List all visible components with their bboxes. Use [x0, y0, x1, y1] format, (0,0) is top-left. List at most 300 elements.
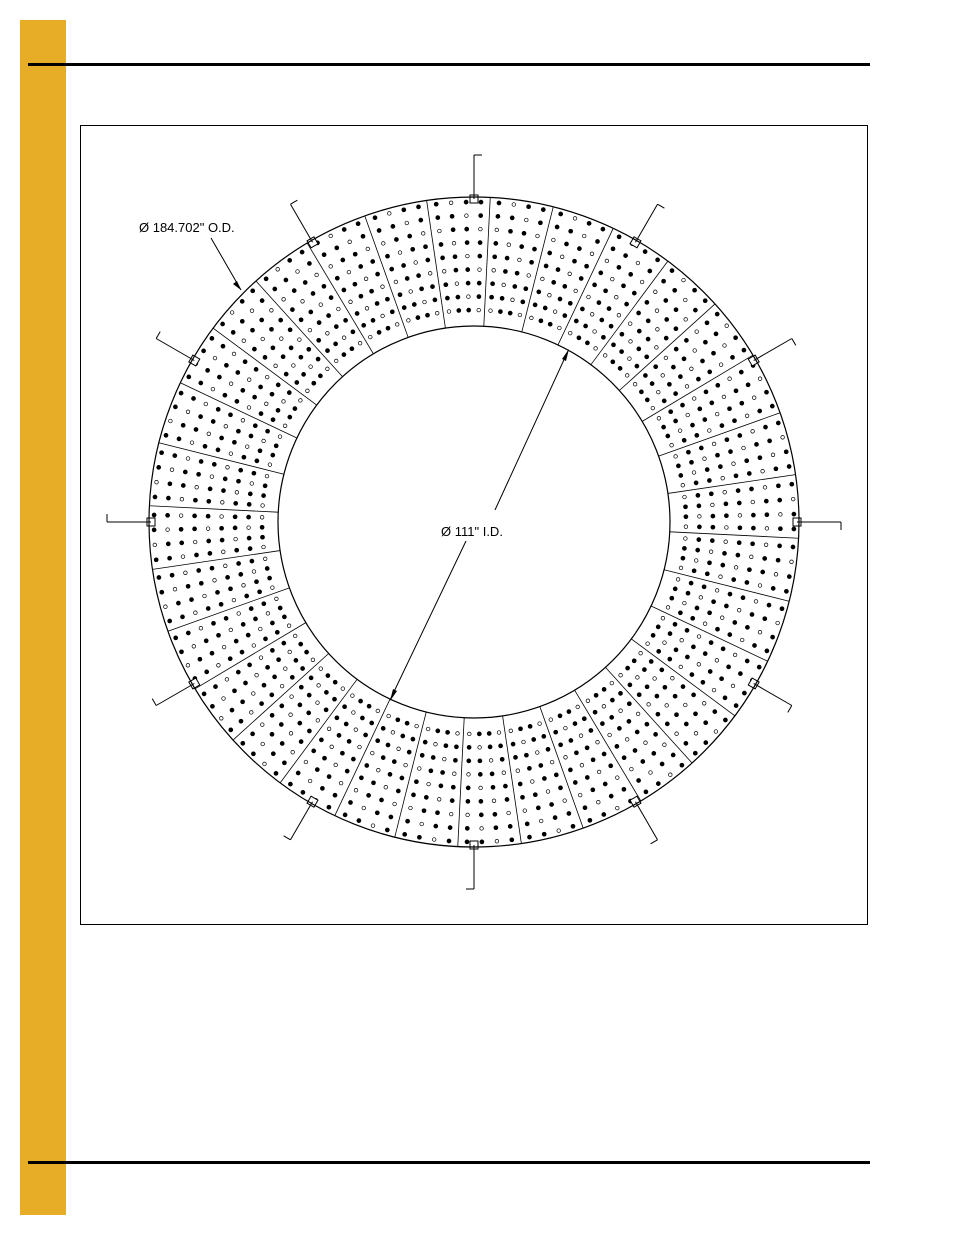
perforation-hole [241, 622, 245, 626]
perforation-hole [284, 372, 288, 376]
perforation-hole [553, 310, 557, 314]
perforation-hole [435, 311, 439, 315]
perforation-hole [601, 335, 605, 339]
perforation-hole [682, 546, 686, 550]
perforation-hole [439, 243, 443, 247]
perforation-hole [317, 338, 321, 342]
perforation-hole [358, 341, 362, 345]
perforation-hole [415, 724, 419, 728]
perforation-hole [478, 268, 482, 272]
perforation-hole [155, 480, 159, 484]
perforation-hole [781, 436, 785, 440]
perforation-hole [694, 712, 698, 716]
perforation-hole [427, 782, 431, 786]
perforation-hole [697, 663, 701, 667]
bracket-hook [792, 339, 796, 346]
perforation-hole [334, 342, 338, 346]
perforation-hole [224, 616, 228, 620]
perforation-hole [252, 471, 256, 475]
perforation-hole [619, 709, 623, 713]
perforation-hole [670, 269, 674, 273]
perforation-hole [206, 368, 210, 372]
perforation-hole [620, 332, 624, 336]
perforation-hole [478, 254, 482, 258]
perforation-hole [193, 498, 197, 502]
perforation-hole [552, 238, 556, 242]
perforation-hole [247, 536, 251, 540]
perforation-hole [449, 201, 453, 205]
perforation-hole [694, 481, 698, 485]
perforation-hole [153, 495, 157, 499]
perforation-hole [686, 591, 690, 595]
perforation-hole [597, 301, 601, 305]
perforation-hole [232, 352, 236, 356]
perforation-hole [538, 722, 542, 726]
perforation-hole [388, 772, 392, 776]
perforation-hole [527, 274, 531, 278]
perforation-hole [412, 793, 416, 797]
perforation-hole [359, 294, 363, 298]
perforation-hole [420, 287, 424, 291]
perforation-hole [465, 241, 469, 245]
perforation-hole [247, 378, 251, 382]
perforation-hole [685, 628, 689, 632]
perforation-hole [675, 713, 679, 717]
perforation-hole [644, 790, 648, 794]
perforation-hole [354, 788, 358, 792]
perforation-hole [582, 234, 586, 238]
perforation-hole [792, 512, 796, 516]
perforation-hole [512, 203, 516, 207]
perforation-hole [691, 423, 695, 427]
perforation-hole [229, 452, 233, 456]
perforation-hole [679, 566, 683, 570]
perforation-hole [635, 364, 639, 368]
perforation-hole [199, 581, 203, 585]
perforation-hole [728, 592, 732, 596]
perforation-hole [611, 247, 615, 251]
perforation-hole [684, 703, 688, 707]
perforation-hole [438, 229, 442, 233]
perforation-hole [719, 363, 723, 367]
perforation-hole [397, 747, 401, 751]
perforation-hole [728, 377, 732, 381]
perforation-hole [391, 224, 395, 228]
perforation-hole [270, 693, 274, 697]
perforation-hole [282, 761, 286, 765]
perforation-hole [597, 800, 601, 804]
segment-divider [522, 207, 553, 332]
perforation-hole [239, 719, 243, 723]
perforation-hole [602, 752, 606, 756]
perforation-hole [637, 311, 641, 315]
perforation-hole [643, 250, 647, 254]
perforation-hole [521, 300, 525, 304]
perforation-hole [491, 785, 495, 789]
perforation-hole [417, 835, 421, 839]
perforation-hole [398, 251, 402, 255]
bracket-arm [291, 802, 313, 840]
bracket-arm [636, 802, 658, 840]
perforation-hole [709, 550, 713, 554]
perforation-hole [225, 678, 229, 682]
perforation-hole [776, 484, 780, 488]
perforation-hole [335, 716, 339, 720]
perforation-hole [361, 234, 365, 238]
perforation-hole [610, 681, 614, 685]
perforation-hole [654, 290, 658, 294]
perforation-hole [274, 771, 278, 775]
segment-divider [395, 712, 426, 837]
perforation-hole [311, 292, 315, 296]
perforation-hole [525, 218, 529, 222]
perforation-hole [558, 714, 562, 718]
perforation-hole [307, 262, 311, 266]
perforation-hole [645, 355, 649, 359]
perforation-hole [723, 551, 727, 555]
perforation-hole [229, 728, 233, 732]
perforation-hole [701, 359, 705, 363]
perforation-hole [259, 412, 263, 416]
perforation-hole [637, 329, 641, 333]
perforation-hole [306, 389, 310, 393]
perforation-hole [752, 396, 756, 400]
perforation-hole [611, 277, 615, 281]
perforation-hole [420, 822, 424, 826]
perforation-hole [216, 448, 220, 452]
perforation-hole [203, 594, 207, 598]
perforation-hole [260, 516, 264, 520]
perforation-hole [371, 318, 375, 322]
perforation-hole [596, 740, 600, 744]
segment-divider [152, 551, 280, 570]
perforation-hole [596, 240, 600, 244]
perforation-hole [280, 684, 284, 688]
perforation-hole [790, 482, 794, 486]
perforation-hole [186, 631, 190, 635]
perforation-hole [674, 455, 678, 459]
perforation-hole [577, 247, 581, 251]
perforation-hole [497, 731, 501, 735]
perforation-hole [619, 691, 623, 695]
perforation-hole [241, 741, 245, 745]
perforation-hole [271, 752, 275, 756]
perforation-hole [223, 477, 227, 481]
perforation-hole [168, 619, 172, 623]
perforation-hole [497, 201, 501, 205]
perforation-hole [240, 299, 244, 303]
perforation-hole [733, 653, 737, 657]
perforation-hole [356, 222, 360, 226]
perforation-hole [787, 465, 791, 469]
perforation-hole [657, 390, 661, 394]
perforation-hole [664, 336, 668, 340]
perforation-hole [359, 265, 363, 269]
perforation-hole [342, 336, 346, 340]
perforation-hole [568, 272, 572, 276]
perforation-hole [480, 840, 484, 844]
perforation-hole [371, 824, 375, 828]
perforation-hole [734, 336, 738, 340]
perforation-hole [329, 296, 333, 300]
perforation-hole [405, 277, 409, 281]
perforation-hole [241, 700, 245, 704]
perforation-hole [664, 299, 668, 303]
perforation-hole [452, 241, 456, 245]
perforation-hole [693, 308, 697, 312]
perforation-hole [507, 243, 511, 247]
perforation-hole [637, 693, 641, 697]
perforation-hole [664, 356, 668, 360]
perforation-hole [738, 434, 742, 438]
perforation-hole [400, 776, 404, 780]
perforation-hole [653, 677, 657, 681]
perforation-hole [569, 229, 573, 233]
drawing-frame [80, 125, 868, 925]
perforation-hole [220, 436, 224, 440]
bracket-hook [284, 836, 291, 840]
perforation-hole [333, 697, 337, 701]
perforation-hole [771, 586, 775, 590]
perforation-hole [563, 284, 567, 288]
perforation-hole [301, 300, 305, 304]
perforation-hole [559, 786, 563, 790]
perforation-hole [693, 751, 697, 755]
perforation-hole [199, 381, 203, 385]
perforation-hole [567, 812, 571, 816]
perforation-hole [179, 527, 183, 531]
segment-divider [484, 197, 490, 326]
perforation-hole [645, 398, 649, 402]
perforation-hole [580, 307, 584, 311]
perforation-hole [721, 476, 725, 480]
perforation-hole [651, 406, 655, 410]
perforation-hole [428, 272, 432, 276]
perforation-hole [602, 687, 606, 691]
perforation-hole [682, 357, 686, 361]
perforation-hole [763, 486, 767, 490]
perforation-hole [737, 608, 741, 612]
perforation-hole [261, 337, 265, 341]
perforation-hole [186, 410, 190, 414]
perforation-hole [732, 578, 736, 582]
perforation-hole [223, 393, 227, 397]
perforation-hole [436, 729, 440, 733]
perforation-hole [692, 693, 696, 697]
perforation-hole [624, 254, 628, 258]
perforation-hole [511, 298, 515, 302]
perforation-hole [682, 438, 686, 442]
perforation-hole [266, 429, 270, 433]
perforation-hole [600, 318, 604, 322]
perforation-hole [254, 367, 258, 371]
perforation-hole [656, 328, 660, 332]
perforation-hole [734, 474, 738, 478]
perforation-hole [679, 474, 683, 478]
perforation-hole [708, 611, 712, 615]
perforation-hole [184, 571, 188, 575]
perforation-hole [489, 309, 493, 313]
perforation-hole [593, 710, 597, 714]
perforation-hole [765, 527, 769, 531]
perforation-hole [705, 468, 709, 472]
perforation-hole [467, 745, 471, 749]
perforation-hole [531, 780, 535, 784]
perforation-hole [746, 383, 750, 387]
perforation-hole [235, 399, 239, 403]
perforation-hole [307, 711, 311, 715]
perforation-hole [784, 450, 788, 454]
perforation-hole [480, 827, 484, 831]
perforation-hole [548, 322, 552, 326]
perforation-hole [715, 312, 719, 316]
perforation-hole [704, 390, 708, 394]
perforation-hole [740, 638, 744, 642]
perforation-hole [242, 584, 246, 588]
perforation-hole [720, 677, 724, 681]
perforation-hole [714, 730, 718, 734]
perforation-hole [574, 751, 578, 755]
perforation-hole [432, 838, 436, 842]
perforation-hole [329, 265, 333, 269]
perforation-hole [620, 350, 624, 354]
perforation-hole [309, 365, 313, 369]
perforation-hole [241, 388, 245, 392]
perforation-hole [573, 217, 577, 221]
perforation-hole [764, 425, 768, 429]
perforation-hole [367, 704, 371, 708]
perforation-hole [406, 819, 410, 823]
perforation-hole [260, 318, 264, 322]
perforation-hole [195, 485, 199, 489]
perforation-hole [524, 753, 528, 757]
perforation-hole [490, 772, 494, 776]
perforation-hole [301, 667, 305, 671]
perforation-hole [229, 587, 233, 591]
perforation-hole [193, 540, 197, 544]
perforation-hole [186, 664, 190, 668]
perforation-hole [322, 284, 326, 288]
perforation-hole [466, 786, 470, 790]
perforation-hole [202, 692, 206, 696]
perforation-hole [447, 839, 451, 843]
perforation-hole [248, 492, 252, 496]
perforation-hole [278, 435, 282, 439]
perforation-hole [456, 295, 460, 299]
perforation-hole [239, 468, 243, 472]
perforation-hole [478, 772, 482, 776]
perforation-hole [243, 360, 247, 364]
perforation-hole [684, 537, 688, 541]
perforation-hole [708, 670, 712, 674]
perforation-hole [663, 641, 667, 645]
perforation-hole [242, 339, 246, 343]
perforation-hole [681, 403, 685, 407]
perforation-hole [282, 641, 286, 645]
perforation-hole [560, 255, 564, 259]
perforation-hole [626, 666, 630, 670]
perforation-hole [578, 793, 582, 797]
perforation-hole [207, 499, 211, 503]
perforation-hole [419, 218, 423, 222]
perforation-hole [249, 607, 253, 611]
perforation-hole [678, 611, 682, 615]
perforation-hole [354, 728, 358, 732]
perforation-hole [402, 208, 406, 212]
perforation-hole [555, 225, 559, 229]
perforation-hole [499, 744, 503, 748]
perforation-hole [776, 621, 780, 625]
perforation-hole [507, 811, 511, 815]
perforation-hole [173, 587, 177, 591]
perforation-hole [271, 586, 275, 590]
perforation-hole [710, 401, 714, 405]
perforation-holes [152, 200, 796, 844]
perforation-hole [605, 259, 609, 263]
perforation-hole [519, 727, 523, 731]
perforation-hole [787, 575, 791, 579]
perforation-hole [279, 723, 283, 727]
perforation-hole [703, 457, 707, 461]
perforation-hole [692, 397, 696, 401]
perforation-hole [382, 242, 386, 246]
perforation-hole [255, 673, 259, 677]
perforation-hole [712, 442, 716, 446]
perforation-hole [712, 351, 716, 355]
perforation-hole [220, 526, 224, 530]
perforation-hole [565, 242, 569, 246]
perforation-hole [339, 781, 343, 785]
perforation-hole [525, 822, 529, 826]
perforation-hole [464, 200, 468, 204]
perforation-hole [359, 776, 363, 780]
perforation-hole [289, 346, 293, 350]
perforation-hole [636, 712, 640, 716]
perforation-hole [723, 490, 727, 494]
perforation-hole [294, 658, 298, 662]
perforation-hole [229, 413, 233, 417]
perforation-hole [173, 454, 177, 458]
perforation-hole [349, 801, 353, 805]
perforation-hole [494, 826, 498, 830]
perforation-hole [668, 632, 672, 636]
perforation-hole [389, 815, 393, 819]
perforation-hole [684, 741, 688, 745]
perforation-hole [513, 285, 517, 289]
perforation-hole [211, 387, 215, 391]
perforation-hole [539, 319, 543, 323]
perforation-hole [508, 824, 512, 828]
perforation-hole [713, 710, 717, 714]
perforation-hole [329, 234, 333, 238]
perforation-hole [597, 770, 601, 774]
perforation-hole [180, 541, 184, 545]
perforation-hole [249, 434, 253, 438]
perforation-hole [211, 420, 215, 424]
perforation-hole [737, 541, 741, 545]
perforation-hole [740, 401, 744, 405]
perforation-hole [590, 313, 594, 317]
perforation-hole [685, 655, 689, 659]
perforation-hole [251, 289, 255, 293]
perforation-hole [568, 331, 572, 335]
perforation-hole [220, 717, 224, 721]
perforation-hole [771, 453, 775, 457]
perforation-hole [307, 693, 311, 697]
perforation-hole [742, 691, 746, 695]
perforation-hole [293, 407, 297, 411]
perforation-hole [745, 581, 749, 585]
